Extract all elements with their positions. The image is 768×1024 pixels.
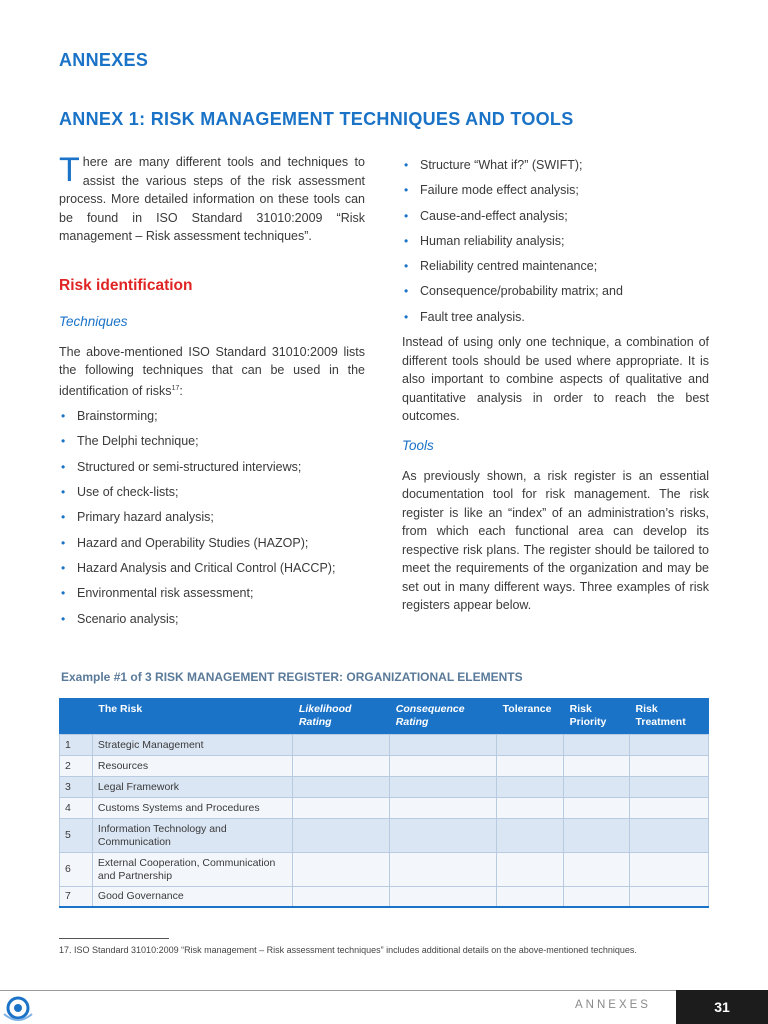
empty-cell — [564, 798, 630, 819]
table-row — [60, 887, 709, 907]
list-item: • Brainstorming; — [59, 407, 365, 432]
empty-cell — [390, 798, 497, 819]
list-item: • Structure “What if?” (SWIFT); — [402, 156, 709, 181]
empty-cell — [564, 735, 630, 756]
techniques-list-left — [59, 407, 365, 635]
list-item: • Reliability centred maintenance; — [402, 257, 709, 282]
row-number: 7 — [60, 887, 93, 907]
list-item: • Human reliability analysis; — [402, 232, 709, 257]
section-heading: ANNEXES — [59, 50, 149, 70]
row-risk: Information Technology and Communication — [92, 819, 292, 853]
header-tolerance: Tolerance — [497, 698, 564, 735]
row-risk: Resources — [92, 756, 292, 777]
table-row — [60, 853, 709, 887]
list-item: • The Delphi technique; — [59, 432, 365, 457]
header-priority: Risk Priority — [564, 698, 630, 735]
empty-cell — [630, 756, 709, 777]
empty-cell — [390, 887, 497, 907]
table-row — [60, 756, 709, 777]
risk-register-table — [59, 698, 709, 908]
empty-cell — [497, 887, 564, 907]
header-num — [60, 698, 93, 735]
footnote-divider — [59, 938, 169, 939]
empty-cell — [497, 798, 564, 819]
empty-cell — [497, 853, 564, 887]
footnote: 17. ISO Standard 31010:2009 “Risk management – Risk assessment techniques” includes additional details on the above-mentioned techniques. — [59, 945, 637, 955]
list-item: • Environmental risk assessment; — [59, 584, 365, 609]
techniques-heading: Techniques — [59, 313, 128, 329]
row-risk: Customs Systems and Procedures — [92, 798, 292, 819]
empty-cell — [564, 819, 630, 853]
row-risk: Good Governance — [92, 887, 292, 907]
table-header-row — [60, 698, 709, 735]
intro-text: here are many different tools and techniques to assist the various steps of the risk assessment process. More detailed information on these tools can be found in ISO Standard 31010:2009 “Risk management – Risk assessment techniques”. — [59, 155, 365, 243]
header-likelihood: Likelihood Rating — [293, 698, 390, 735]
empty-cell — [293, 777, 390, 798]
empty-cell — [497, 735, 564, 756]
empty-cell — [564, 777, 630, 798]
empty-cell — [497, 756, 564, 777]
row-number: 6 — [60, 853, 93, 887]
row-risk: Legal Framework — [92, 777, 292, 798]
empty-cell — [293, 798, 390, 819]
footnote-reference: 17 — [171, 384, 180, 392]
organization-logo-icon — [0, 992, 40, 1024]
empty-cell — [564, 756, 630, 777]
empty-cell — [390, 735, 497, 756]
header-risk: The Risk — [92, 698, 292, 735]
empty-cell — [390, 819, 497, 853]
tools-heading: Tools — [402, 437, 434, 453]
right-column — [402, 153, 709, 615]
row-risk: Strategic Management — [92, 735, 292, 756]
empty-cell — [564, 887, 630, 907]
empty-cell — [630, 887, 709, 907]
list-item: • Consequence/probability matrix; and — [402, 282, 709, 307]
empty-cell — [293, 756, 390, 777]
empty-cell — [293, 819, 390, 853]
empty-cell — [293, 853, 390, 887]
footer-section-label: ANNEXES — [575, 999, 651, 1011]
list-item: • Failure mode effect analysis; — [402, 181, 709, 206]
list-item: • Hazard Analysis and Critical Control (HACCP); — [59, 559, 365, 584]
example-title: Example #1 of 3 RISK MANAGEMENT REGISTER: ORGANIZATIONAL ELEMENTS — [61, 670, 523, 684]
table-row — [60, 735, 709, 756]
list-item: • Hazard and Operability Studies (HAZOP); — [59, 534, 365, 559]
drop-cap: T — [59, 151, 80, 189]
empty-cell — [630, 853, 709, 887]
row-number: 2 — [60, 756, 93, 777]
list-item: • Cause-and-effect analysis; — [402, 207, 709, 232]
empty-cell — [390, 777, 497, 798]
techniques-intro — [59, 343, 365, 401]
intro-paragraph — [59, 153, 365, 246]
annex-title: ANNEX 1: RISK MANAGEMENT TECHNIQUES AND TOOLS — [59, 109, 574, 129]
left-column — [59, 153, 365, 635]
empty-cell — [497, 777, 564, 798]
header-consequence: Consequence Rating — [390, 698, 497, 735]
risk-identification-heading: Risk identification — [59, 276, 193, 294]
table-row — [60, 777, 709, 798]
empty-cell — [630, 777, 709, 798]
row-number: 1 — [60, 735, 93, 756]
techniques-intro-end: : — [179, 383, 183, 398]
empty-cell — [390, 756, 497, 777]
list-item: • Structured or semi-structured interviews; — [59, 458, 365, 483]
list-item: • Fault tree analysis. — [402, 308, 709, 333]
combination-paragraph: Instead of using only one technique, a combination of different tools should be used where appropriate. It is also important to combine aspects of qualitative and quantitative analysis in order to reach the best outcomes. — [402, 335, 709, 424]
row-number: 4 — [60, 798, 93, 819]
empty-cell — [630, 819, 709, 853]
empty-cell — [293, 735, 390, 756]
techniques-intro-text: The above-mentioned ISO Standard 31010:2009 lists the following techniques that can be used in the identification of risks — [59, 344, 365, 398]
header-treatment: Risk Treatment — [630, 698, 709, 735]
empty-cell — [390, 853, 497, 887]
page-number: 31 — [676, 990, 768, 1024]
row-number: 5 — [60, 819, 93, 853]
table-row — [60, 798, 709, 819]
empty-cell — [564, 853, 630, 887]
techniques-list-right — [402, 156, 709, 333]
empty-cell — [497, 819, 564, 853]
row-number: 3 — [60, 777, 93, 798]
row-risk: External Cooperation, Communication and Partnership — [92, 853, 292, 887]
empty-cell — [293, 887, 390, 907]
list-item: • Scenario analysis; — [59, 610, 365, 635]
tools-paragraph: As previously shown, a risk register is an essential documentation tool for risk management. The risk register is like an “index” of an administration’s risks, from which each functional area can develop its respective risk plans. The register should be tailored to meet the requirements of the organization and may be set out in many different ways. Three examples of risk registers appear below. — [402, 468, 709, 613]
empty-cell — [630, 735, 709, 756]
list-item: • Primary hazard analysis; — [59, 508, 365, 533]
empty-cell — [630, 798, 709, 819]
list-item: • Use of check-lists; — [59, 483, 365, 508]
footer-divider — [0, 990, 768, 991]
table-row — [60, 819, 709, 853]
